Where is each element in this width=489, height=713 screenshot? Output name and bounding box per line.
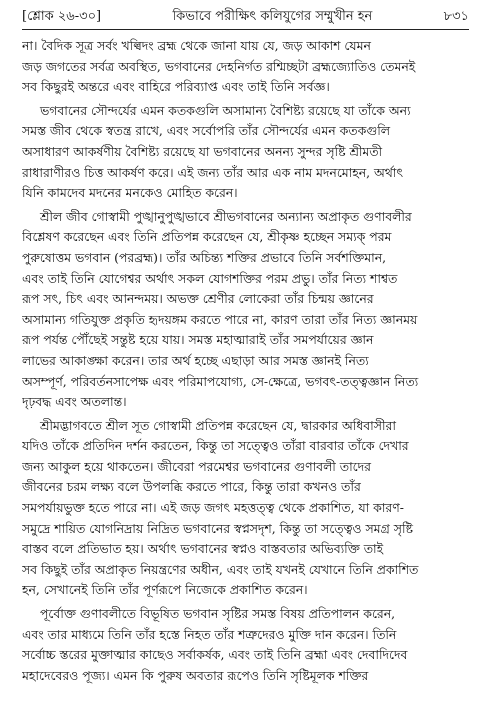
paragraph-4 — [22, 416, 469, 601]
text-line: পুরুষোত্তম ভগবান (পরব্রহ্ম)। তাঁর অচিন্ত্য শক্তির প্রভাবে তিনি সর্বশক্তিমান, — [22, 249, 387, 265]
text-line: জড় জগতের সর্বত্র অবস্থিত, ভগবানের দেহনির্গত রশ্মিচ্ছটা ব্রহ্মজ্যোতিও তেমনই — [22, 58, 416, 74]
text-line: দৃঢ়বদ্ধ এবং অতলান্ত। — [22, 394, 127, 410]
text-line: এবং তার মাধ্যমে তিনি তাঁর হস্তে নিহত তাঁর শত্রুদেরও মুক্তি দান করেন। তিনি — [22, 626, 397, 642]
text-line: পূর্বোক্ত গুণাবলীতে বিভূষিত ভগবান সৃষ্টির সমস্ত বিষয় প্রতিপালন করেন, — [40, 606, 396, 622]
paragraph-5 — [22, 604, 469, 686]
text-line: সব কিছুরই অন্তরে এবং বাহিরে পরিব্যাপ্ত এবং তাই তিনি সর্বজ্ঞ। — [22, 79, 330, 95]
text-line: সমুদ্রে শায়িত যোগনিদ্রায় নিদ্রিত ভগবানের স্বপ্নসদৃশ, কিন্তু তা সত্ত্বেও সমগ্র সৃষ্টি — [22, 520, 413, 536]
text-line: ভগবানের সৌন্দর্যের এমন কতকগুলি অসামান্য বৈশিষ্ট্য রয়েছে যা তাঁকে অন্য — [40, 102, 411, 118]
text-line: বিশ্লেষণ করেছেন এবং তিনি প্রতিপন্ন করেছেন যে, শ্রীকৃষ্ণ হচ্ছেন সম্যক্‌ পরম — [22, 229, 392, 245]
text-line: এবং তাই তিনি যোগেশ্বর অর্থাৎ সকল যোগশক্তির পরম প্রভু। তাঁর নিত্য শাশ্বত — [22, 270, 398, 286]
text-line: অসম্পূর্ণ, পরিবর্তনসাপেক্ষ এবং পরিমাপযোগ্য, সে-ক্ষেত্রে, ভগবৎ-তত্ত্বজ্ঞান নিত্য — [22, 373, 419, 389]
text-line: রাধারাণীরও চিত্ত আকর্ষণ করে। এই জন্য তাঁর আর এক নাম মদনমোহন, অর্থাৎ — [22, 164, 404, 180]
paragraph-2 — [22, 101, 469, 204]
text-line: জীবনের চরম লক্ষ্য বলে উপলব্ধি করতে পারে, কিন্তু তারা কখনও তাঁর — [22, 479, 361, 495]
text-line: শ্রীল জীব গোস্বামী পুঙ্খানুপুঙ্খভাবে শ্রীভগবানের অন্যান্য অপ্রাকৃত গুণাবলীর — [40, 208, 412, 224]
text-line: সমস্ত জীব থেকে স্বতন্ত্র রাখে, এবং সর্বোপরি তাঁর সৌন্দর্যের এমন কতকগুলি — [22, 123, 391, 139]
text-line: হন, সেখানেই তিনি তাঁর পূর্ণরূপে নিজেকে প্রকাশিত করেন। — [22, 582, 308, 598]
text-line: শ্রীমদ্ভাগবতে শ্রীল সূত গোস্বামী প্রতিপন্ন করেছেন যে, দ্বারকার অধিবাসীরা — [40, 417, 396, 433]
text-line: মহাদেবেরও পূজ্য। এমন কি পুরুষ অবতার রূপেও তিনি সৃষ্টিমূলক শক্তির — [22, 667, 369, 683]
text-line: যিনি কামদেব মদনের মনকেও মোহিত করেন। — [22, 185, 238, 201]
verse-reference: [শ্লোক ২৬-৩০] — [22, 9, 102, 24]
paragraph-3 — [22, 207, 469, 413]
text-line: সর্বোচ্চ স্তরের মুক্তাত্মার কাছেও সর্বাকর্ষক, এবং তাই তিনি ব্রহ্মা এবং দেবাদিদেব — [22, 647, 408, 663]
page-number: ৮৩১ — [443, 9, 469, 24]
text-line: লাভের আকাঙ্ক্ষা করেন। তার অর্থ হচ্ছে এছাড়া আর সমস্ত জ্ঞানই নিত্য — [22, 352, 369, 368]
chapter-title: কিভাবে পরীক্ষিৎ কলিযুগের সম্মুখীন হন — [172, 9, 373, 24]
text-line: রূপ সৎ, চিৎ এবং আনন্দময়। অভক্ত শ্রেণীর লোকেরা তাঁর চিন্ময় জ্ঞানের — [22, 291, 374, 307]
text-line: সমপর্যায়ভুক্ত হতে পারে না। এই জড় জগৎ মহত্তত্ত্ব থেকে প্রকাশিত, যা কারণ- — [22, 500, 404, 516]
text-line: অসামান্য গতিযুক্ত প্রকৃতি হৃদয়ঙ্গম করতে পারে না, কারণ তারা তাঁর নিত্য জ্ঞানময় — [22, 311, 418, 327]
text-line: রূপ পর্যন্ত পৌঁছেই সন্তুষ্ট হয়ে যায়। সমস্ত মহাত্মারাই তাঁর সমপর্যায়ের জ্ঞান — [22, 332, 374, 348]
running-header — [22, 8, 469, 30]
text-line: অসাধারণ আকর্ষণীয় বৈশিষ্ট্য রয়েছে যা ভগবানের অনন্য সুন্দর সৃষ্টি শ্রীমতী — [22, 143, 383, 159]
text-line: সব কিছুই তাঁর অপ্রাকৃত নিয়ন্ত্রণের অধীন, এবং তাই যখনই যেখানে তিনি প্রকাশিত — [22, 561, 419, 577]
paragraph-1 — [22, 36, 469, 98]
purport-text — [22, 36, 469, 686]
text-line: না। বৈদিক সূত্র সর্বং খল্বিদং ব্রহ্ম থেকে জানা যায় যে, জড় আকাশ যেমন — [22, 38, 371, 53]
text-line: বাস্তব বলে প্রতিভাত হয়। অর্থাৎ ভগবানের স্বপ্নও বাস্তবতার অভিব্যক্তি তাই — [22, 541, 384, 557]
text-line: যদিও তাঁকে প্রতিদিন দর্শন করতেন, কিন্তু তা সত্ত্বেও তাঁরা বারবার তাঁকে দেখার — [22, 438, 409, 454]
text-line: জন্য আকুল হয়ে থাকতেন। জীবেরা পরমেশ্বর ভগবানের গুণাবলী তাদের — [22, 458, 371, 474]
